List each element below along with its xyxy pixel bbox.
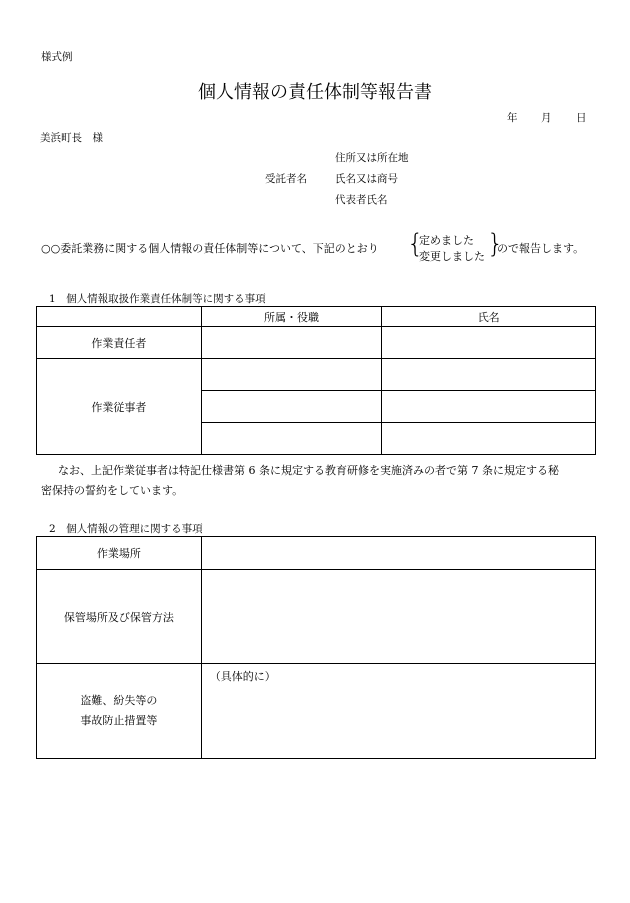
worker-name-cell[interactable] bbox=[382, 423, 596, 455]
prevention-cell[interactable] bbox=[201, 664, 595, 759]
date-month: 月 bbox=[541, 112, 552, 124]
responsibility-table bbox=[36, 306, 596, 455]
left-brace-icon: { bbox=[407, 229, 424, 259]
contractor-address-label: 住所又は所在地 bbox=[335, 152, 409, 164]
manager-affiliation-cell[interactable] bbox=[201, 327, 382, 359]
contractor-representative-label: 代表者氏名 bbox=[335, 194, 388, 206]
note-line2: 密保持の誓約をしています。 bbox=[41, 484, 184, 497]
right-brace-icon: } bbox=[487, 229, 504, 259]
row-label-manager: 作業責任者 bbox=[37, 327, 202, 359]
manager-name-cell[interactable] bbox=[382, 327, 596, 359]
date-day: 日 bbox=[576, 112, 587, 124]
worker-affiliation-cell[interactable] bbox=[201, 423, 382, 455]
header-affiliation: 所属・役職 bbox=[201, 307, 382, 327]
addressee: 美浜町長 様 bbox=[40, 132, 103, 144]
date-year: 年 bbox=[507, 112, 518, 124]
statement-suffix: ので報告します。 bbox=[497, 242, 585, 255]
page-title: 個人情報の責任体制等報告書 bbox=[198, 82, 432, 103]
worker-name-cell[interactable] bbox=[382, 391, 596, 423]
prevention-label-line2: 事故防止措置等 bbox=[80, 714, 158, 727]
statement-option-defined: 定めました bbox=[419, 234, 474, 247]
statement-prefix: ○○委託業務に関する個人情報の責任体制等について、下記のとおり bbox=[41, 242, 379, 255]
table-header-blank bbox=[37, 307, 202, 327]
header-name: 氏名 bbox=[382, 307, 596, 327]
section1-heading: 1 個人情報取扱作業責任体制等に関する事項 bbox=[49, 293, 266, 305]
worker-affiliation-cell[interactable] bbox=[201, 391, 382, 423]
row-label-storage: 保管場所及び保管方法 bbox=[37, 570, 202, 664]
specific-note: （具体的に） bbox=[209, 670, 276, 683]
note-line1: なお、上記作業従事者は特記仕様書第 6 条に規定する教育研修を実施済みの者で第 7 条に規定する秘 bbox=[58, 464, 559, 477]
row-label-prevention bbox=[37, 664, 202, 759]
row-label-workplace: 作業場所 bbox=[37, 537, 202, 570]
statement-option-changed: 変更しました bbox=[419, 250, 485, 263]
worker-name-cell[interactable] bbox=[382, 359, 596, 391]
workplace-cell[interactable] bbox=[201, 537, 595, 570]
storage-cell[interactable] bbox=[201, 570, 595, 664]
section2-heading: 2 個人情報の管理に関する事項 bbox=[49, 523, 203, 535]
prevention-label-line1: 盗難、紛失等の bbox=[80, 694, 158, 707]
contractor-name-label: 氏名又は商号 bbox=[335, 173, 398, 185]
form-label: 様式例 bbox=[41, 51, 73, 63]
worker-affiliation-cell[interactable] bbox=[201, 359, 382, 391]
row-label-workers: 作業従事者 bbox=[37, 359, 202, 455]
management-table bbox=[36, 536, 596, 759]
contractor-label: 受託者名 bbox=[265, 173, 307, 185]
